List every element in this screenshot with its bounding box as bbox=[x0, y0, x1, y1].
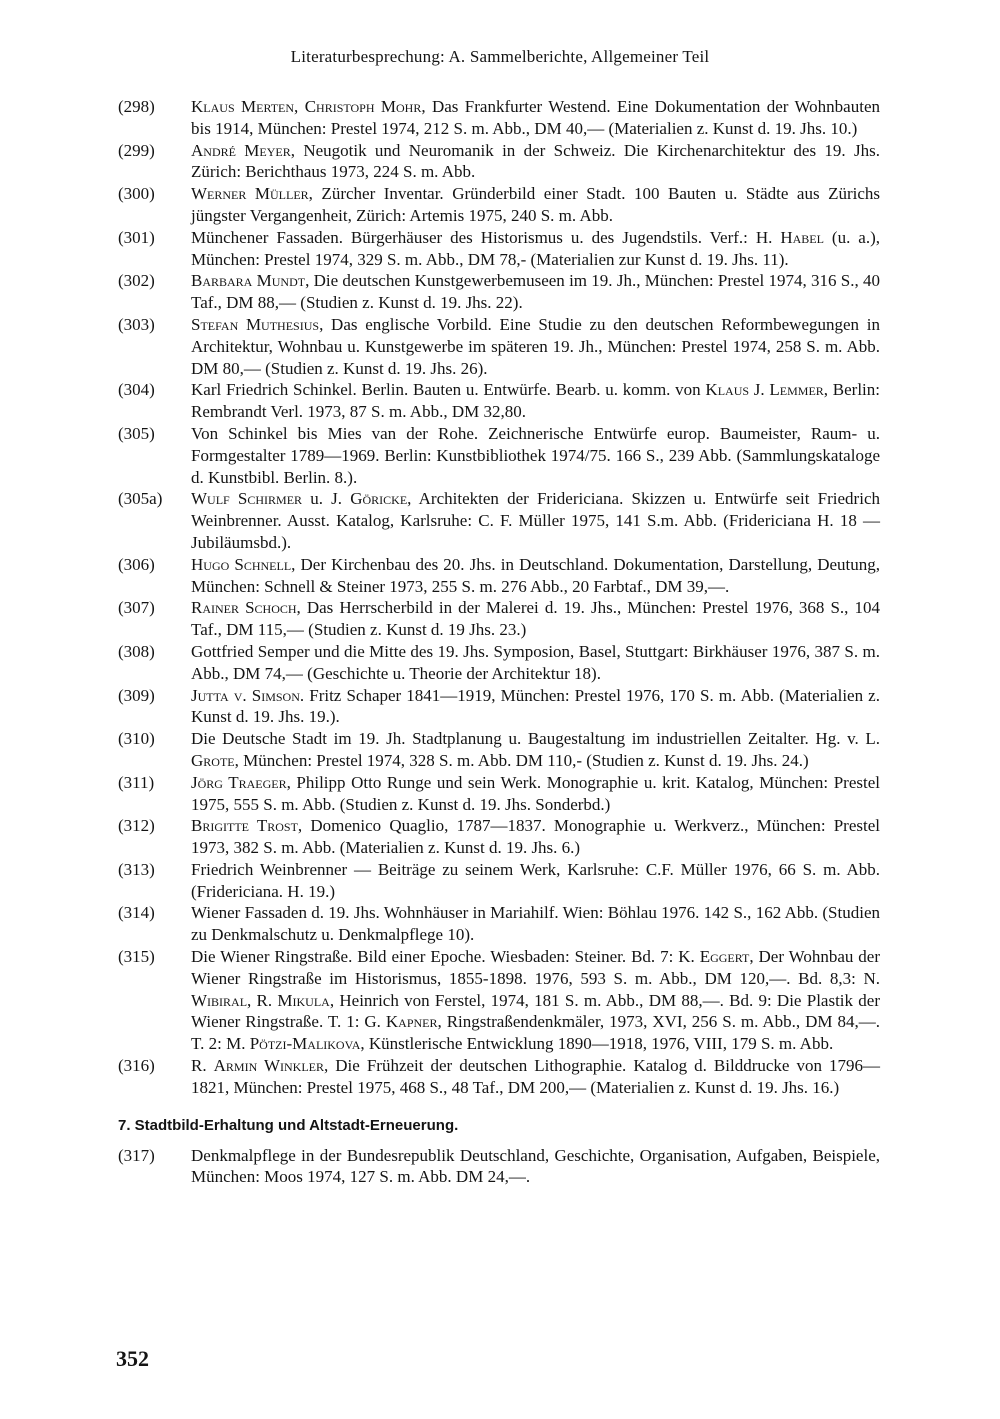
entry-text-segment: , Architekten der Fridericiana. Skizzen u. Entwürfe seit Friedrich Weinbrenner. Ausst. Katalog, Karlsruhe: C. F. Müller 1975, 141 S.m. Abb. (Fridericiana H. 18 — Jubiläumsbd.). bbox=[191, 489, 880, 552]
bibliography-entry bbox=[118, 1055, 880, 1099]
entry-number: (308) bbox=[118, 641, 155, 661]
bibliography-entry bbox=[118, 685, 880, 729]
entry-text bbox=[191, 1146, 880, 1187]
section-heading: 7. Stadtbild-Erhaltung und Altstadt-Erneuerung. bbox=[118, 1116, 459, 1134]
entry-text-segment: (u. a.), München: Prestel 1974, 329 S. m. Abb., DM 78,- (Materialien zur Kunst d. 19. Jhs. 11). bbox=[191, 227, 880, 269]
entry-text-segment: Münchener Fassaden. Bürgerhäuser des Historismus u. des Jugendstils. Verf.: H. bbox=[191, 227, 781, 247]
entry-text bbox=[191, 271, 880, 312]
entry-number: (298) bbox=[118, 97, 155, 116]
entry-text bbox=[191, 489, 880, 552]
running-header: Literaturbesprechung: A. Sammelberichte, Allgemeiner Teil bbox=[290, 47, 710, 66]
entry-author: Barbara Mundt bbox=[191, 271, 306, 291]
entry-number: (303) bbox=[118, 314, 155, 334]
entry-text-segment: , Die Frühzeit der deutschen Lithographie. Katalog d. Bilddrucke von 1796—1821, München: Prestel 1975, 468 S., 48 Taf., DM 200,— (Materialien z. Kunst d. 19. Jhs. 16.) bbox=[191, 1056, 881, 1097]
entry-text bbox=[191, 816, 880, 857]
entry-author: Kapner bbox=[385, 1012, 438, 1032]
bibliography-entry bbox=[118, 270, 880, 314]
entry-text-segment: Die Wiener Ringstraße. Bild einer Epoche. Wiesbaden: Steiner. Bd. 7: K. bbox=[191, 947, 700, 967]
entry-text-segment: , Das Frankfurter Westend. Eine Dokumentation der Wohnbauten bis 1914, München: Prestel 1974, 212 S. m. Abb., DM 40,— (Materialien z. Kunst d. 19. Jhs. 10.) bbox=[191, 97, 880, 138]
entry-author: Jörg Traeger bbox=[191, 772, 287, 792]
entry-text-segment: Wiener Fassaden d. 19. Jhs. Wohnhäuser in Mariahilf. Wien: Böhlau 1976. 142 S., 162 Abb. (Studien zu Denkmalschutz u. Denkmalpflege 10). bbox=[191, 903, 880, 945]
entry-text-segment: u. J. bbox=[302, 489, 351, 509]
entry-author: Wibiral bbox=[191, 990, 248, 1010]
entry-author: Eggert bbox=[699, 947, 750, 967]
entry-number: (313) bbox=[118, 859, 155, 879]
entry-text bbox=[191, 903, 880, 944]
entry-number: (307) bbox=[118, 598, 155, 618]
entry-text bbox=[191, 141, 880, 182]
entries-group-before bbox=[118, 96, 880, 1099]
entry-author: Göricke bbox=[350, 489, 408, 509]
entry-text-segment: Von Schinkel bis Mies van der Rohe. Zeichnerische Entwürfe europ. Baumeister, Raum- u. Formgestalter 1789—1969. Berlin: Kunstbibliothek 1974/75. 166 S., 239 Abb. (Sammlungskataloge d. Kunstbibl. Berlin. 8.). bbox=[191, 423, 880, 487]
entry-text-segment: Gottfried Semper und die Mitte des 19. Jhs. Symposion, Basel, Stuttgart: Birkhäuser 1976, 387 S. m. Abb., DM 74,— (Geschichte u. Theorie der Architektur 18). bbox=[191, 641, 880, 683]
bibliography-entry bbox=[118, 227, 880, 271]
bibliography-entry bbox=[118, 902, 880, 946]
entry-text bbox=[191, 315, 880, 378]
entry-number: (300) bbox=[118, 184, 155, 204]
entry-text-segment: , Künstlerische Entwicklung 1890—1918, 1976, VIII, 179 S. m. Abb. bbox=[360, 1034, 834, 1054]
bibliography-entry bbox=[118, 815, 880, 859]
entry-number: (316) bbox=[118, 1056, 155, 1076]
entry-author: Werner Müller bbox=[191, 184, 309, 204]
bibliography-entry bbox=[118, 96, 880, 140]
entry-text-segment: , Der Kirchenbau des 20. Jhs. in Deutschland. Dokumentation, Darstellung, Deutung, München: Schnell & Steiner 1973, 255 S. m. 276 Abb., 20 Farbtaf., DM 39,—. bbox=[191, 554, 880, 596]
entry-text bbox=[191, 228, 880, 269]
entry-author: Wulf Schirmer bbox=[191, 489, 303, 509]
entry-text bbox=[191, 598, 880, 639]
entry-number: (306) bbox=[118, 554, 155, 574]
entry-number: (312) bbox=[118, 816, 155, 836]
entry-number: (317) bbox=[118, 1145, 155, 1165]
bibliography-entry bbox=[118, 314, 880, 379]
entry-text bbox=[191, 686, 880, 727]
entry-number: (301) bbox=[118, 227, 155, 247]
entry-text bbox=[191, 555, 880, 596]
entry-text-segment: , Philipp Otto Runge und sein Werk. Monographie u. krit. Katalog, München: Prestel 1975, 555 S. m. Abb. (Studien z. Kunst d. 19. Jhs. Sonderbd.) bbox=[191, 772, 880, 814]
entry-text bbox=[191, 97, 880, 138]
page-number: 352 bbox=[116, 1346, 149, 1371]
bibliography-entry bbox=[118, 488, 880, 553]
entry-text-segment: . Fritz Schaper 1841—1919, München: Prestel 1976, 170 S. m. Abb. (Materialien z. Kunst d. 19. Jhs. 19.). bbox=[191, 685, 880, 727]
bibliography-entry bbox=[118, 946, 880, 1055]
entry-text-segment: , Heinrich von Ferstel, 1974, 181 S. m. Abb., DM 88,—. Bd. 9: Die Plastik der Wiener Ringstraße. T. 1: G. bbox=[191, 990, 880, 1032]
bibliography-entry bbox=[118, 859, 880, 903]
entry-author: Rainer Schoch bbox=[191, 598, 297, 618]
entry-text-segment: , Zürcher Inventar. Gründerbild einer Stadt. 100 Bauten u. Städte aus Zürichs jüngster Vergangenheit, Zürich: Artemis 1975, 240 S. m. Abb. bbox=[191, 184, 881, 225]
entry-number: (305a) bbox=[118, 489, 163, 509]
entry-text bbox=[191, 773, 880, 814]
entry-text bbox=[191, 1056, 880, 1097]
entry-author: Stefan Muthesius bbox=[191, 314, 320, 334]
bibliography-entry bbox=[118, 379, 880, 423]
bibliography-entry bbox=[118, 183, 880, 227]
entry-text-segment: , Ringstraßendenkmäler, 1973, XVI, 256 S. m. Abb., DM 84,—. T. 2: M. bbox=[191, 1012, 880, 1054]
entries-group-after bbox=[118, 1145, 880, 1189]
bibliography-entry bbox=[118, 772, 880, 816]
bibliography-entry bbox=[118, 597, 880, 641]
entry-text-segment: , R. bbox=[247, 990, 278, 1010]
entry-author: Brigitte Trost bbox=[191, 816, 298, 836]
entry-text-segment: , Neugotik und Neuromanik in der Schweiz. Die Kirchenarchitektur des 19. Jhs. Zürich: Berichthaus 1973, 224 S. m. Abb. bbox=[191, 140, 880, 182]
entry-author: Klaus J. Lemmer bbox=[705, 380, 824, 400]
entry-text-segment: , Das englische Vorbild. Eine Studie zu den deutschen Reformbewegungen in Architektur, Wohnbau u. Kunstgewerbe im späteren 19. Jh., München: Prestel 1974, 258 S. m. Abb. DM 80,— (Studien z. Kunst d. 19. Jhs. 26). bbox=[191, 314, 880, 378]
bibliography-entry bbox=[118, 641, 880, 685]
entry-text-segment: , München: Prestel 1974, 328 S. m. Abb. DM 110,- (Studien z. Kunst d. 19. Jhs. 24.) bbox=[234, 750, 809, 770]
bibliography-entry bbox=[118, 554, 880, 598]
entry-text bbox=[191, 642, 880, 683]
entry-author: Pötzi-Malikova bbox=[249, 1034, 361, 1054]
bibliography-entry bbox=[118, 728, 880, 772]
entry-text-segment: , Der Wohnbau der Wiener Ringstraße im Historismus, 1855-1898. 1976, 593 S. m. Abb., DM 120,—. Bd. 8,3: N. bbox=[191, 947, 880, 988]
entry-text-segment: Friedrich Weinbrenner — Beiträge zu seinem Werk, Karlsruhe: C.F. Müller 1976, 66 S. m. Abb. (Fridericiana. H. 19.) bbox=[191, 859, 880, 901]
entry-text bbox=[191, 729, 880, 770]
entry-number: (302) bbox=[118, 271, 155, 291]
entry-author: André Meyer bbox=[191, 140, 291, 160]
bibliography-entry bbox=[118, 1145, 880, 1189]
entry-number: (315) bbox=[118, 947, 155, 967]
entry-number: (310) bbox=[118, 729, 155, 749]
entry-number: (305) bbox=[118, 423, 155, 443]
entry-number: (309) bbox=[118, 685, 155, 705]
entry-author: Jutta v. Simson bbox=[191, 685, 300, 705]
bibliography-list bbox=[118, 96, 880, 1188]
entry-text bbox=[191, 380, 880, 421]
entry-text bbox=[191, 184, 880, 225]
entry-text-segment: , Die deutschen Kunstgewerbemuseen im 19. Jh., München: Prestel 1974, 316 S., 40 Taf., DM 88,— (Studien z. Kunst d. 19. Jhs. 22). bbox=[191, 271, 881, 313]
entry-text-segment: , Das Herrscherbild in der Malerei d. 19. Jhs., München: Prestel 1976, 368 S., 104 Taf., DM 115,— (Studien z. Kunst d. 19 Jhs. 23.) bbox=[191, 598, 880, 640]
entry-text-segment: R. bbox=[191, 1056, 214, 1076]
entry-author: Armin Winkler bbox=[213, 1056, 324, 1076]
entry-author: Grote bbox=[191, 750, 235, 770]
entry-text bbox=[191, 947, 880, 1053]
entry-number: (314) bbox=[118, 903, 155, 923]
entry-number: (304) bbox=[118, 380, 155, 400]
entry-number: (311) bbox=[118, 772, 155, 792]
entry-author: Klaus Merten, Christoph Mohr bbox=[191, 97, 422, 116]
bibliography-entry bbox=[118, 140, 880, 184]
entry-text-segment: Die Deutsche Stadt im 19. Jh. Stadtplanung u. Baugestaltung im industriellen Zeitalter. Hg. v. L. bbox=[191, 729, 880, 749]
entry-text bbox=[191, 860, 880, 901]
entry-text-segment: Denkmalpflege in der Bundesrepublik Deutschland, Geschichte, Organisation, Aufgaben, Beispiele, München: Moos 1974, 127 S. m. Abb. DM 24,—. bbox=[191, 1145, 880, 1187]
bibliography-entry bbox=[118, 423, 880, 488]
entry-text-segment: , Berlin: Rembrandt Verl. 1973, 87 S. m. Abb., DM 32,80. bbox=[191, 380, 881, 422]
entry-author: Mikula bbox=[277, 990, 330, 1010]
entry-author: Hugo Schnell bbox=[191, 554, 292, 574]
entry-text bbox=[191, 424, 880, 487]
entry-text-segment: Karl Friedrich Schinkel. Berlin. Bauten u. Entwürfe. Bearb. u. komm. von bbox=[191, 380, 706, 400]
entry-author: Habel bbox=[780, 227, 824, 247]
entry-number: (299) bbox=[118, 140, 155, 160]
entry-text-segment: , Domenico Quaglio, 1787—1837. Monographie u. Werkverz., München: Prestel 1973, 382 S. m. Abb. (Materialien z. Kunst d. 19. Jhs. 6.) bbox=[191, 816, 880, 858]
